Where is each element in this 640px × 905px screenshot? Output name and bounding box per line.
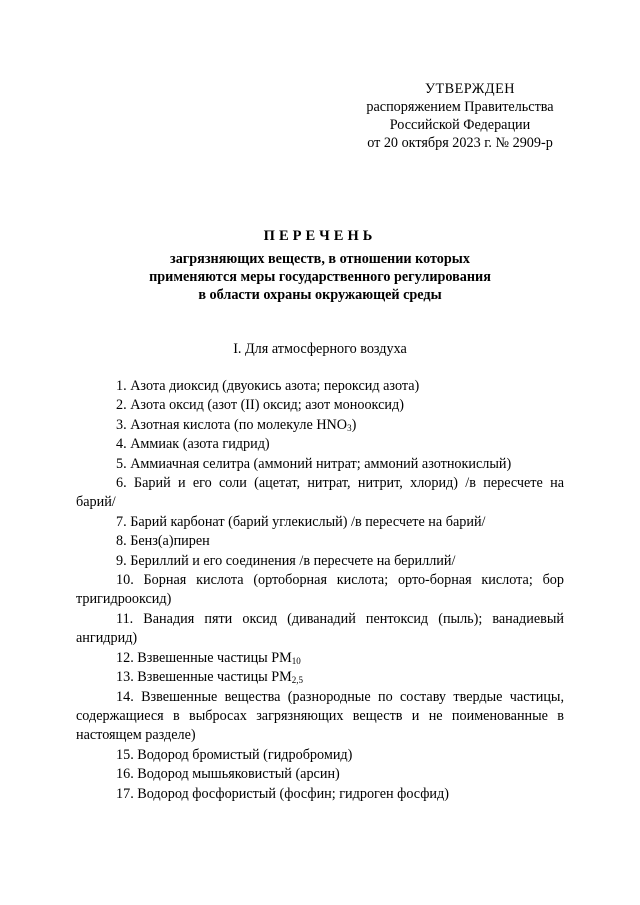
list-item: 5. Аммиачная селитра (аммоний нитрат; аммоний азотнокислый) (116, 455, 512, 472)
list-item: 7. Барий карбонат (барий углекислый) /в пересчете на барий/ (116, 513, 486, 530)
list-item: 2. Азота оксид (азот (II) оксид; азот монооксид) (116, 397, 404, 414)
section-heading: I. Для атмосферного воздуха (233, 341, 407, 357)
list-item: 17. Водород фосфористый (фосфин; гидроген фосфид) (116, 785, 449, 802)
list-item: 9. Бериллий и его соединения /в пересчете на бериллий/ (116, 552, 456, 569)
list-item: 12. Взвешенные частицы $PM_{10}$ (116, 649, 301, 666)
approval-stamp: УТВЕРЖДЕН (424, 81, 516, 97)
approval-block (350, 80, 570, 152)
approval-line-1: распоряжением Правительства (366, 99, 554, 115)
list-item: 13. Взвешенные частицы $PM_{2,5}$ (116, 669, 303, 686)
list-item: 16. Водород мышьяковистый (арсин) (116, 766, 340, 783)
document-subtitle (90, 250, 550, 304)
list-item: 15. Водород бромистый (гидробромид) (116, 746, 353, 763)
subtitle-line-2: применяются меры государственного регулирования (149, 269, 491, 285)
document-title: ПЕРЕЧЕНЬ (263, 228, 377, 244)
list-item: 1. Азота диоксид (двуокись азота; пероксид азота) (116, 378, 420, 394)
list-item: 4. Аммиак (азота гидрид) (116, 436, 270, 453)
approval-line-3: от 20 октября 2023 г. № 2909-р (367, 135, 553, 151)
list-item: 14. Взвешенные вещества (разнородные по составу твердые частицы, содержащиеся в выбросах загрязняющих веществ и не поименованные в настоящем разделе) (76, 688, 564, 744)
list-item: 10. Борная кислота (ортоборная кислота; орто-борная кислота; бор тригидрооксид) (76, 572, 564, 608)
subtitle-line-3: в области охраны окружающей среды (198, 287, 442, 303)
approval-line-2: Российской Федерации (389, 117, 531, 133)
list-item: 3. Азотная кислота (по молекуле $HNO_3$) (116, 416, 357, 433)
list-item: 11. Ванадия пяти оксид (диванадий пентоксид (пыль); ванадиевый ангидрид) (76, 610, 564, 647)
list-item: 8. Бенз(а)пирен (116, 533, 210, 550)
substance-list (76, 377, 564, 804)
subtitle-line-1: загрязняющих веществ, в отношении которых (170, 251, 470, 267)
list-item: 6. Барий и его соли (ацетат, нитрат, нитрит, хлорид) /в пересчете на барий/ (76, 475, 564, 511)
